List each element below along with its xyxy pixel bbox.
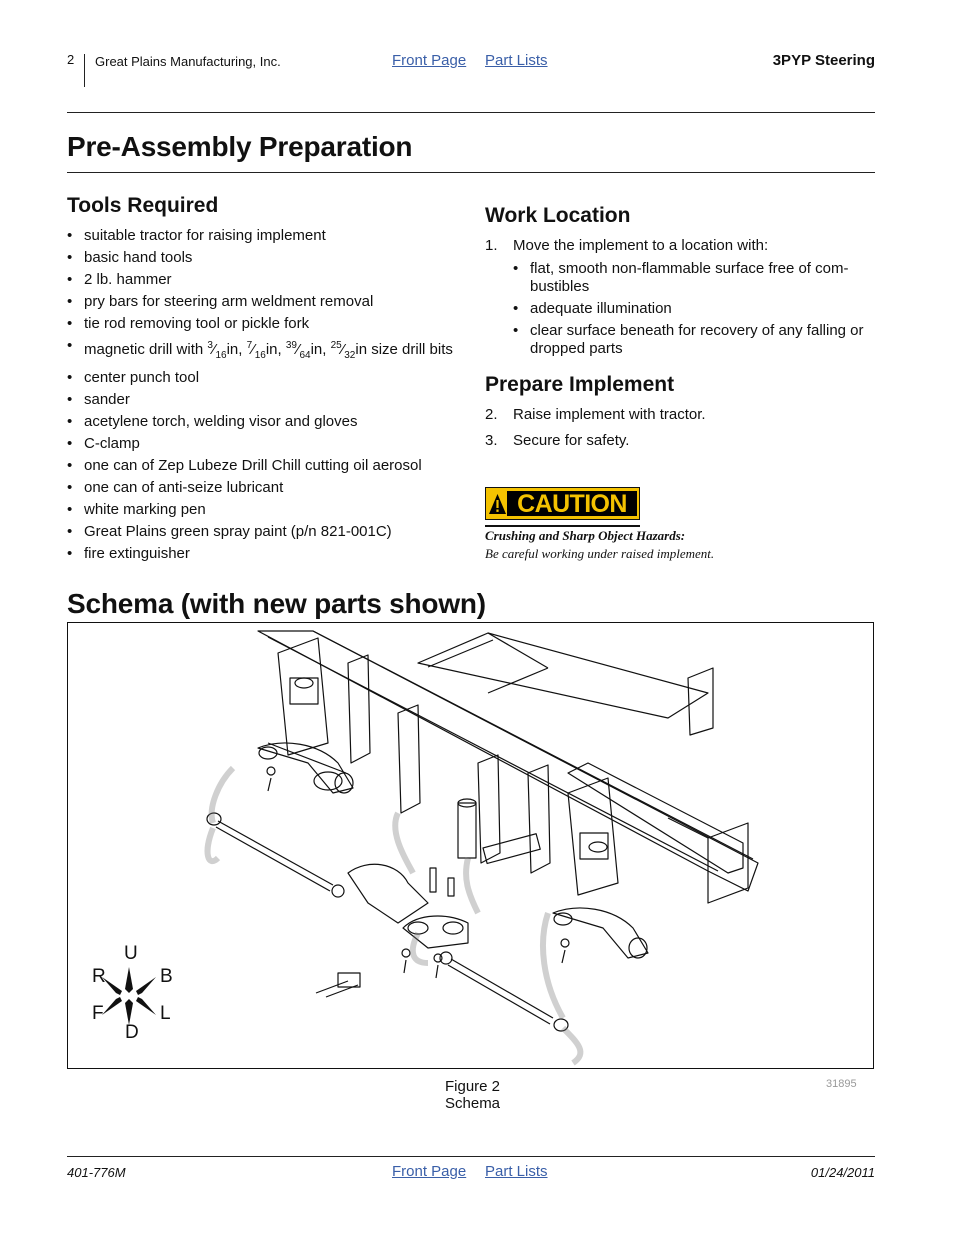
step-1 — [485, 237, 768, 255]
work-location-heading: Work Location — [485, 204, 631, 227]
list-item: • 2 lb. hammer — [67, 271, 467, 289]
list-item: • basic hand tools — [67, 249, 467, 267]
list-item: • tie rod removing tool or pickle fork — [67, 315, 467, 333]
caution-title: Crushing and Sharp Object Hazards: — [485, 528, 686, 543]
figure-caption-title: Schema — [445, 1095, 501, 1112]
list-item: • adequate illumination — [513, 300, 878, 318]
steering-schema-drawing — [68, 623, 873, 1068]
figure-caption-number: Figure 2 — [445, 1078, 501, 1095]
fraction: $^{39}⁄_{64}$ — [285, 340, 311, 361]
step-text: Secure for safety. — [513, 432, 630, 449]
list-item: • Great Plains green spray paint (p/n 821-001C) — [67, 523, 467, 541]
part-lists-link-top[interactable]: Part Lists — [485, 52, 548, 69]
fraction: $^7⁄_{16}$ — [246, 340, 266, 361]
work-location-bullets — [513, 260, 878, 362]
list-item: • pry bars for steering arm weldment removal — [67, 293, 467, 311]
document-title: 3PYP Steering — [772, 52, 875, 69]
prepare-heading: Prepare Implement — [485, 373, 675, 396]
compass-label-up: U — [124, 943, 138, 964]
list-item: • one can of Zep Lubeze Drill Chill cutting oil aerosol — [67, 457, 467, 475]
caution-rule — [485, 525, 640, 527]
tools-list — [67, 227, 467, 567]
footer-rule — [67, 1156, 875, 1157]
step-2 — [485, 406, 706, 424]
caution-label-box — [485, 487, 640, 520]
list-item: • center punch tool — [67, 369, 467, 387]
list-item: • suitable tractor for raising implement — [67, 227, 467, 245]
front-page-link-top[interactable]: Front Page — [392, 52, 467, 69]
step-text: Raise implement with tractor. — [513, 406, 706, 423]
step-number: 3. — [485, 432, 498, 449]
drill-suffix: in size drill bits — [355, 341, 453, 358]
warning-triangle-icon — [488, 492, 507, 516]
compass-label-f: F — [92, 1003, 104, 1024]
figure-reference-number: 31895 — [826, 1078, 857, 1090]
list-item: • flat, smooth non-flammable surface free of com-bustibles — [513, 260, 878, 296]
step-3 — [485, 432, 629, 450]
orientation-compass-icon — [96, 963, 162, 1029]
list-item: • C-clamp — [67, 435, 467, 453]
schema-title: Schema (with new parts shown) — [67, 588, 486, 619]
step-number: 1. — [485, 237, 498, 254]
list-item: • one can of anti-seize lubricant — [67, 479, 467, 497]
document-number: 401-776M — [67, 1165, 126, 1180]
compass-label-l: L — [160, 1003, 171, 1024]
compass-label-r: R — [92, 966, 106, 987]
compass-label-down: D — [125, 1022, 139, 1043]
compass-label-b: B — [160, 966, 173, 987]
caution-text: Be careful working under raised implement. — [485, 546, 715, 561]
list-item-drill: • magnetic drill with $^3⁄_{16}in$, $^7⁄_{16}in$, $^{39}⁄_{64}in$, $^{25}⁄_{32}in$ size drill bits — [67, 337, 467, 365]
caution-label: CAUTION — [507, 491, 637, 516]
figure-caption — [445, 1078, 500, 1112]
tools-heading: Tools Required — [67, 194, 219, 217]
front-page-link-bottom[interactable]: Front Page — [392, 1163, 467, 1180]
part-lists-link-bottom[interactable]: Part Lists — [485, 1163, 548, 1180]
schema-figure — [67, 622, 874, 1069]
header-divider — [84, 54, 85, 87]
step-text: Move the implement to a location with: — [513, 237, 769, 254]
section-title: Pre-Assembly Preparation — [67, 131, 413, 162]
section-rule — [67, 172, 875, 173]
list-item: • white marking pen — [67, 501, 467, 519]
list-item: • acetylene torch, welding visor and gloves — [67, 413, 467, 431]
company-name: Great Plains Manufacturing, Inc. — [95, 54, 281, 69]
step-number: 2. — [485, 406, 498, 423]
header-rule — [67, 112, 875, 113]
document-date: 01/24/2011 — [810, 1165, 875, 1180]
list-item: • sander — [67, 391, 467, 409]
list-item: • clear surface beneath for recovery of any falling or dropped parts — [513, 322, 878, 358]
list-item: • fire extinguisher — [67, 545, 467, 563]
fraction: $^{25}⁄_{32}$ — [330, 340, 356, 361]
page-number: 2 — [67, 52, 75, 67]
fraction: $^3⁄_{16}$ — [207, 340, 227, 361]
drill-prefix: magnetic drill with — [84, 341, 208, 358]
